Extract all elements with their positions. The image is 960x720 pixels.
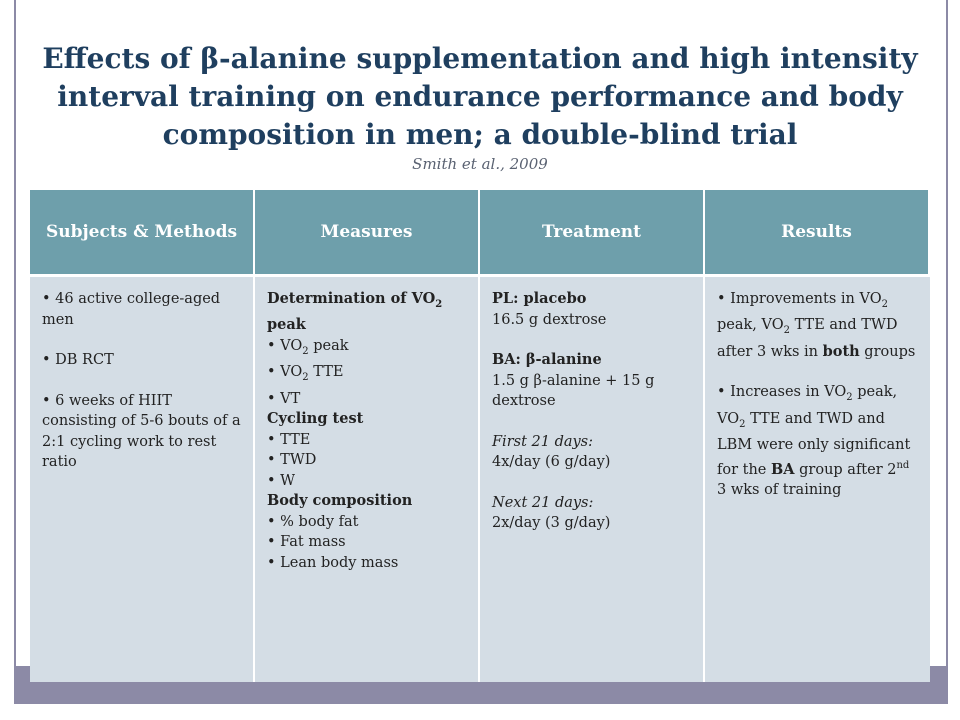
- treatment-ba-heading: BA: β-alanine: [492, 351, 602, 368]
- measures-item: • $VO_2$ peak: [267, 337, 349, 357]
- measures-item: • % body fat: [267, 513, 359, 530]
- treatment-first-detail: 4x/day (6 g/day): [492, 454, 611, 470]
- measures-item: • Lean body mass: [267, 554, 399, 571]
- subjects-item: • DB RCT: [42, 352, 114, 368]
- header-measures: Measures: [255, 190, 480, 274]
- treatment-first-label: First 21 days:: [492, 433, 594, 450]
- measures-item: • Fat mass: [267, 534, 346, 551]
- measures-item: • W: [267, 472, 296, 489]
- title-block: [20, 40, 940, 174]
- cell-measures: [255, 274, 480, 682]
- cell-treatment: [480, 274, 705, 682]
- measures-item: • $VO_2$ TTE: [267, 364, 344, 384]
- measures-vo2-heading: Determination of $VO_2$ peak: [267, 290, 443, 334]
- treatment-next-label: Next 21 days:: [492, 494, 594, 511]
- subjects-item: • 46 active college-aged men: [42, 291, 221, 328]
- cell-results: [705, 274, 930, 682]
- measures-cycling-heading: Cycling test: [267, 410, 364, 428]
- measures-item: • TWD: [267, 452, 317, 469]
- measures-item: • TTE: [267, 431, 311, 448]
- subjects-item: • 6 weeks of HIIT consisting of 5-6 bouts of a 2:1 cycling work to rest ratio: [42, 392, 241, 470]
- treatment-next-detail: 2x/day (3 g/day): [492, 515, 611, 531]
- slide-citation: Smith et al., 2009: [412, 155, 548, 173]
- treatment-pl-detail: 16.5 g dextrose: [492, 311, 607, 328]
- treatment-pl-heading: PL: placebo: [492, 290, 587, 307]
- treatment-ba-detail: 1.5 g β-alanine + 15 g dextrose: [492, 372, 655, 409]
- study-summary-table: [30, 190, 930, 682]
- measures-body-heading: Body composition: [267, 492, 413, 510]
- slide-title: Effects of β-alanine supplementation and high intensity interval training on endurance performance and body composition in men; a double-blind trial: [42, 42, 918, 151]
- slide-frame-right: [946, 0, 948, 690]
- results-item: • Increases in $VO_2$ peak, $VO_2$ TTE and TWD and LBM were only significant for the BA group after 2nd 3 wks of training: [717, 384, 911, 498]
- measures-item: • VT: [267, 390, 301, 407]
- cell-subjects-methods: [30, 274, 255, 682]
- header-treatment: Treatment: [480, 190, 705, 274]
- slide-frame-left: [14, 0, 16, 690]
- header-subjects-methods: Subjects & Methods: [30, 190, 255, 274]
- results-item: • Improvements in $VO_2$ peak, $VO_2$ TTE and TWD after 3 wks in both groups: [717, 291, 916, 360]
- header-results: Results: [705, 190, 930, 274]
